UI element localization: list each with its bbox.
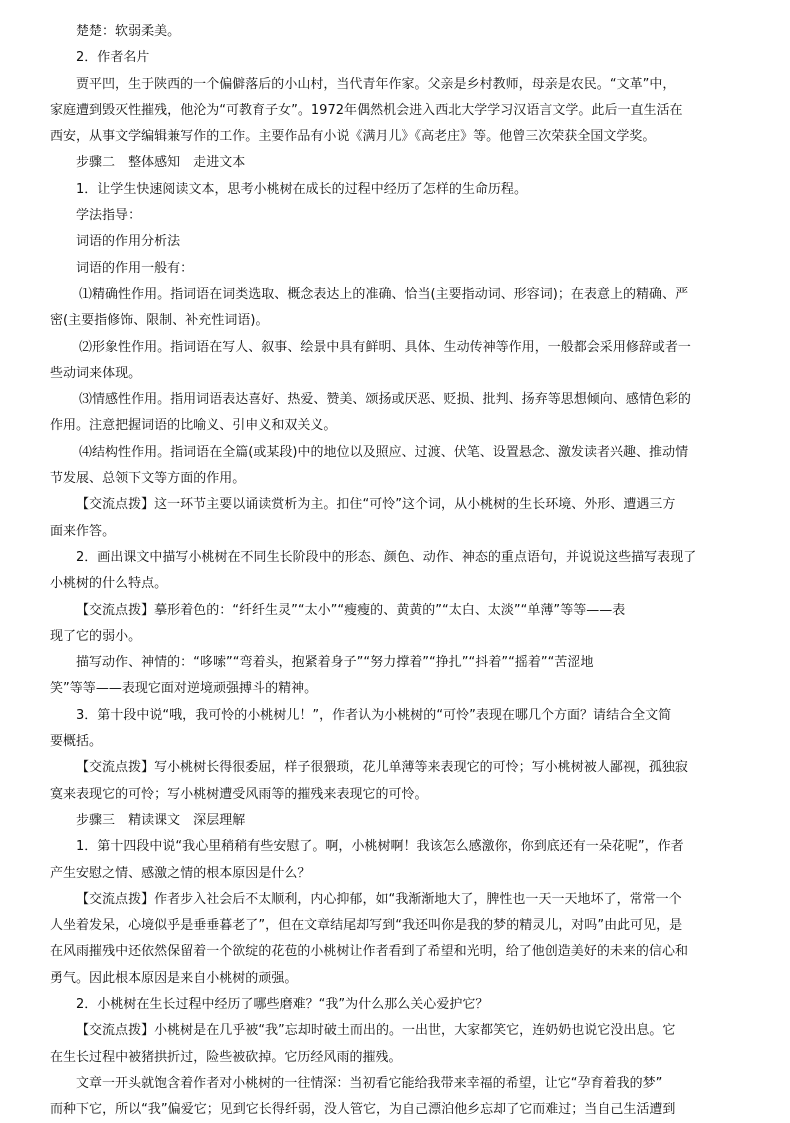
- text-line-16: 作用。注意把握词语的比喻义、引申义和双关义。: [50, 418, 337, 434]
- text-line-36: 在风雨摧残中还依然保留着一个欲绽的花苞的小桃树让作者看到了希望和光明，给了他创造美好的未来的信心和: [50, 944, 688, 960]
- text-line-22: 小桃树的什么特点。: [50, 576, 168, 592]
- heading-step-three: 步骤三 精读课文 深层理解: [76, 812, 246, 828]
- text-line-19: 【交流点拨】这一环节主要以诵读赏析为主。扣住“可怜”这个词，从小桃树的生长环境、外形、遭遇三方: [76, 497, 676, 513]
- text-line-30: 寞来表现它的可怜；写小桃树遭受风雨等的摧残来表现它的可怜。: [50, 786, 428, 802]
- text-line-39: 【交流点拨】小桃树是在几乎被“我”忘却时破土而出的。一出世，大家都笑它，连奶奶也说它没出息。它: [76, 1023, 676, 1039]
- text-line-10: 词语的作用一般有：: [76, 260, 194, 276]
- text-line-32: 1．第十四段中说“我心里稍稍有些安慰了。啊，小桃树啊！我该怎么感激你，你到底还有一朵花呢”，作者: [76, 839, 684, 855]
- text-line-4: 家庭遭到毁灭性摧残，他沦为“可教育子女”。1972年偶然机会进入西北大学学习汉语言文学。此后一直生活在: [50, 102, 683, 118]
- text-line-18: 节发展、总领下文等方面的作用。: [50, 471, 246, 487]
- text-line-14: 些动词来体现。: [50, 365, 142, 381]
- text-line-9: 词语的作用分析法: [76, 234, 181, 250]
- text-line-5: 西安，从事文学编辑兼写作的工作。主要作品有小说《满月儿》《高老庄》等。他曾三次荣获全国文学奖。: [50, 129, 656, 145]
- text-line-29: 【交流点拨】写小桃树长得很委屈，样子很猥琐，花儿单薄等来表现它的可怜；写小桃树被人鄙视，孤独寂: [76, 760, 688, 776]
- text-line-12: 密(主要指修饰、限制、补充性词语)。: [50, 313, 269, 329]
- text-line-34: 【交流点拨】作者步入社会后不太顺利，内心抑郁，如“我渐渐地大了，脾性也一天一天地坏了，常常一个: [76, 891, 682, 907]
- text-line-24: 现了它的弱小。: [50, 628, 142, 644]
- text-line-13: ⑵形象性作用。指词语在写人、叙事、绘景中具有鲜明、具体、生动传神等作用，一般都会采用修辞或者一: [79, 339, 691, 355]
- text-line-42: 而种下它，所以“我”偏爱它；见到它长得纤弱，没人管它，为自己漂泊他乡忘却了它而难过；当自己生活遭到: [50, 1102, 676, 1118]
- text-line-37: 勇气。因此根本原因是来自小桃树的顽强。: [50, 970, 298, 986]
- text-line-27: 3．第十段中说“哦，我可怜的小桃树儿！”，作者认为小桃树的“可怜”表现在哪几个方面？请结合全文简: [76, 707, 672, 723]
- heading-author-card: 2．作者名片: [76, 50, 150, 66]
- text-line-33: 产生安慰之情、感激之情的根本原因是什么？: [50, 865, 311, 881]
- text-line-41: 文章一开头就饱含着作者对小桃树的一往情深：当初看它能给我带来幸福的希望，让它“孕育着我的梦”: [76, 1075, 663, 1091]
- text-line-38: 2．小桃树在生长过程中经历了哪些磨难？“我”为什么那么关心爱护它？: [76, 996, 489, 1012]
- text-line-23: 【交流点拨】摹形着色的：“纤纤生灵”“太小”“瘦瘦的、黄黄的”“太白、太淡”“单薄”等等——表: [76, 602, 626, 618]
- text-line-21: 2．画出课文中描写小桃树在不同生长阶段中的形态、颜色、动作、神态的重点语句，并说说这些描写表现了: [76, 549, 697, 565]
- text-line-35: 人坐着发呆，心境似乎是垂垂暮老了”，但在文章结尾却写到“我还叫你是我的梦的精灵儿，对吗”由此可见，是: [50, 918, 683, 934]
- heading-step-two: 步骤二 整体感知 走进文本: [76, 155, 246, 171]
- text-line-11: ⑴精确性作用。指词语在词类选取、概念表达上的准确、恰当(主要指动词、形容词)；在表意上的精确、严: [79, 286, 689, 302]
- text-line-20: 面来作答。: [50, 523, 116, 539]
- text-line-17: ⑷结构性作用。指词语在全篇(或某段)中的地位以及照应、过渡、伏笔、设置悬念、激发读者兴趣、推动情: [79, 444, 689, 460]
- text-line-40: 在生长过程中被猪拱折过，险些被砍掉。它历经风雨的摧残。: [50, 1049, 402, 1065]
- text-line-3: 贾平凹，生于陕西的一个偏僻落后的小山村，当代青年作家。父亲是乡村教师，母亲是农民。“文革”中，: [76, 76, 676, 92]
- text-line-26: 笑”等等——表现它面对逆境顽强搏斗的精神。: [50, 681, 318, 697]
- text-line-28: 要概括。: [50, 734, 103, 750]
- text-line-8: 学法指导：: [76, 208, 142, 224]
- text-line-7: 1．让学生快速阅读文本，思考小桃树在成长的过程中经历了怎样的生命历程。: [76, 181, 527, 197]
- text-line-25: 描写动作、神情的：“哆嗦”“弯着头，抱紧着身子”“努力撑着”“挣扎”“抖着”“摇着”“苦涩地: [76, 655, 594, 671]
- text-line-15: ⑶情感性作用。指用词语表达喜好、热爱、赞美、颂扬或厌恶、贬损、批判、扬弃等思想倾向、感情色彩的: [79, 392, 691, 408]
- text-line-1: 楚楚：软弱柔美。: [76, 24, 181, 39]
